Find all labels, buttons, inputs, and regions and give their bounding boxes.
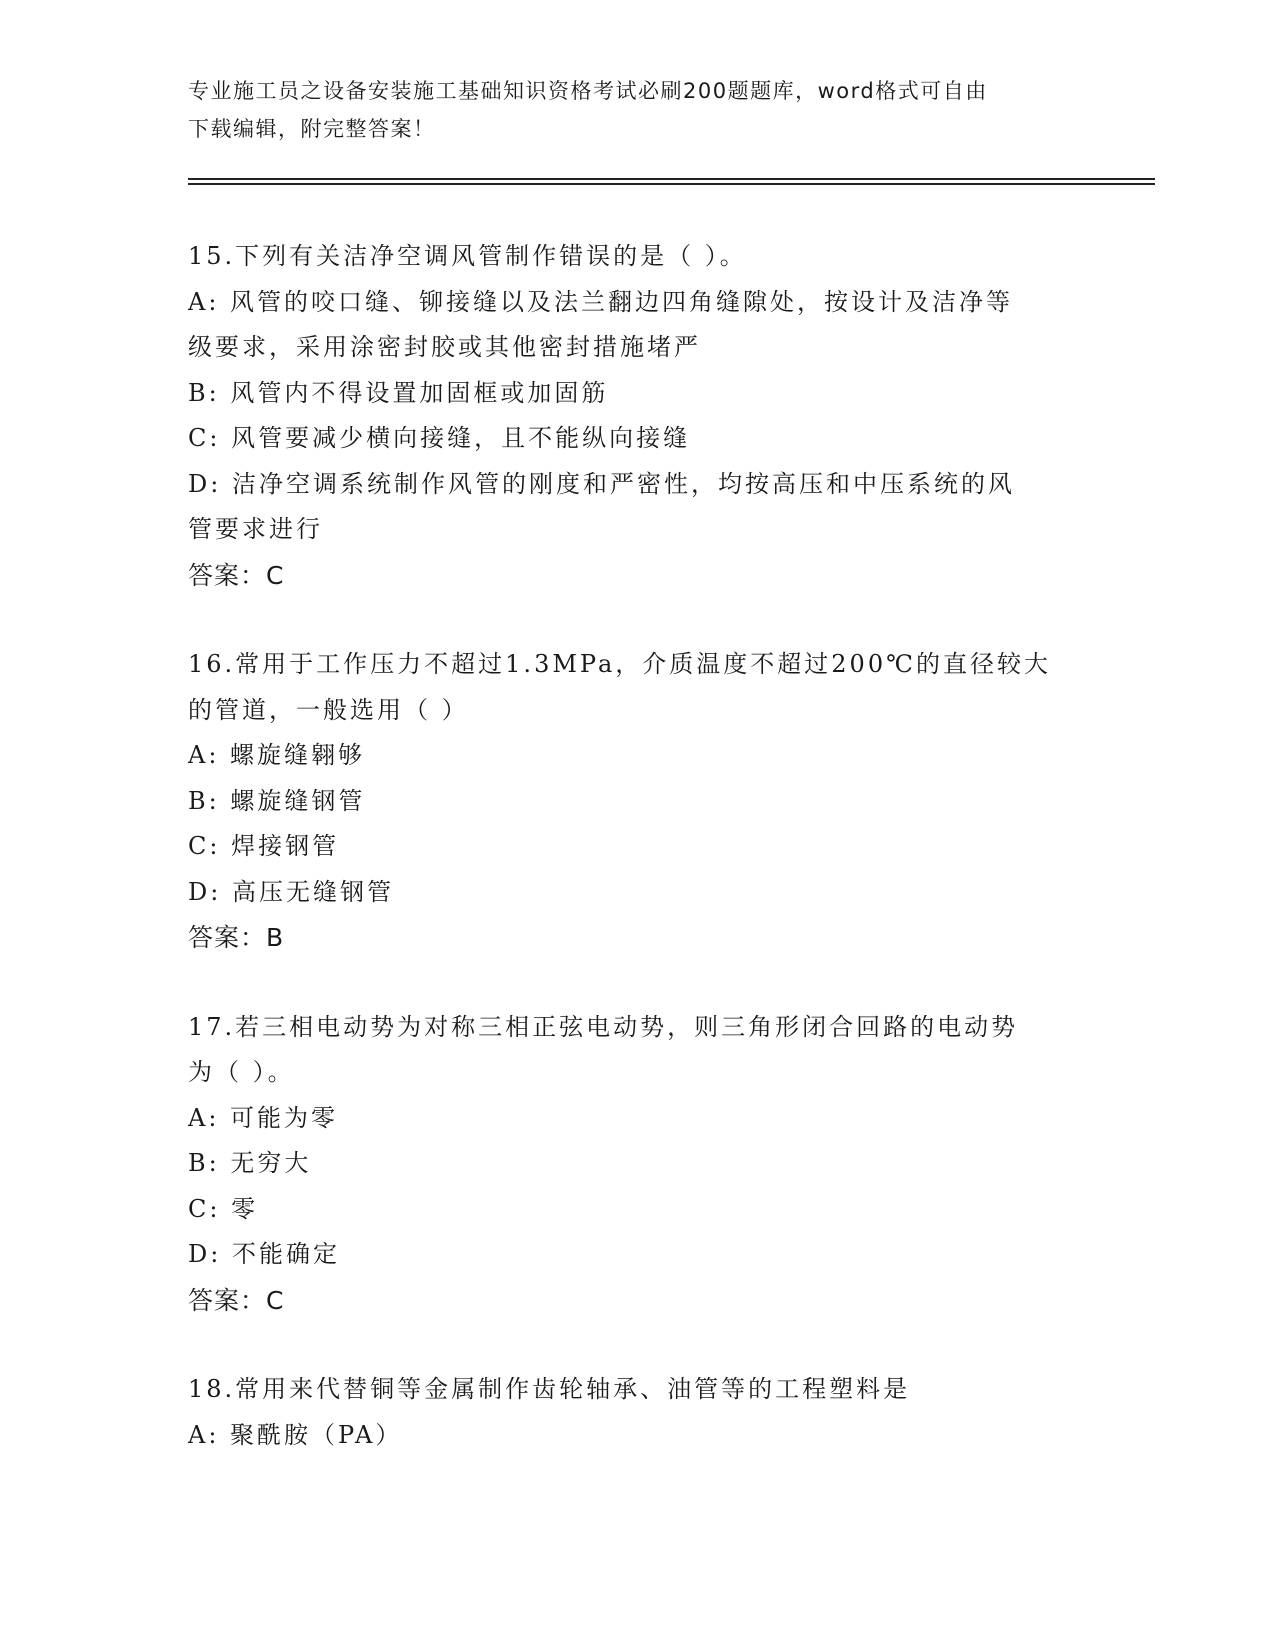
header-divider-top (188, 178, 1155, 180)
header-divider-bottom (188, 183, 1155, 185)
header-line-2: 下载编辑，附完整答案！ (188, 117, 436, 141)
question-stem: 18.常用来代替铜等金属制作齿轮轴承、油管等的工程塑料是 (188, 1375, 911, 1403)
question-stem: 15.下列有关洁净空调风管制作错误的是（ ）。 (188, 242, 747, 270)
answer-option: D: 高压无缝钢管 (188, 877, 394, 906)
answer-option: A: 风管的咬口缝、铆接缝以及法兰翻边四角缝隙处，按设计及洁净等 (188, 287, 1014, 316)
question-stem: 为（ ）。 (188, 1058, 295, 1086)
answer-option: D: 洁净空调系统制作风管的刚度和严密性，均按高压和中压系统的风 (188, 469, 1015, 498)
question-stem: 16.常用于工作压力不超过1.3MPa，介质温度不超过200℃的直径较大 (188, 650, 1051, 678)
answer-option: C: 风管要减少横向接缝，且不能纵向接缝 (188, 424, 691, 452)
answer-option: D: 不能确定 (188, 1240, 340, 1268)
question-block (188, 234, 1088, 598)
answer-option: 管要求进行 (188, 515, 323, 543)
document-header (188, 72, 1088, 148)
answer-option: 级要求，采用涂密封胶或其他密封措施堵严 (188, 333, 701, 361)
question-list (188, 234, 1088, 1458)
header-line-1: 专业施工员之设备安装施工基础知识资格考试必刷200题题库，word格式可自由 (188, 79, 988, 103)
answer-option: A: 聚酰胺（PA） (188, 1420, 403, 1449)
question-block (188, 1367, 1088, 1458)
question-stem: 的管道，一般选用（ ） (188, 695, 469, 724)
question-stem: 17.若三相电动势为对称三相正弦电动势，则三角形闭合回路的电动势 (188, 1012, 1019, 1041)
question-block (188, 1005, 1088, 1324)
answer-option: B: 无穷大 (188, 1149, 312, 1177)
answer-option: B: 风管内不得设置加固框或加固筋 (188, 378, 609, 407)
answer-key: 答案：C (188, 560, 285, 590)
answer-option: C: 焊接钢管 (188, 832, 340, 860)
answer-option: A: 螺旋缝翱够 (188, 741, 366, 769)
answer-key: 答案：C (188, 1285, 285, 1315)
answer-option: A: 可能为零 (188, 1103, 339, 1132)
answer-key: 答案：B (188, 923, 285, 952)
answer-option: B: 螺旋缝钢管 (188, 786, 366, 815)
answer-option: C: 零 (188, 1194, 259, 1223)
question-block (188, 642, 1088, 961)
